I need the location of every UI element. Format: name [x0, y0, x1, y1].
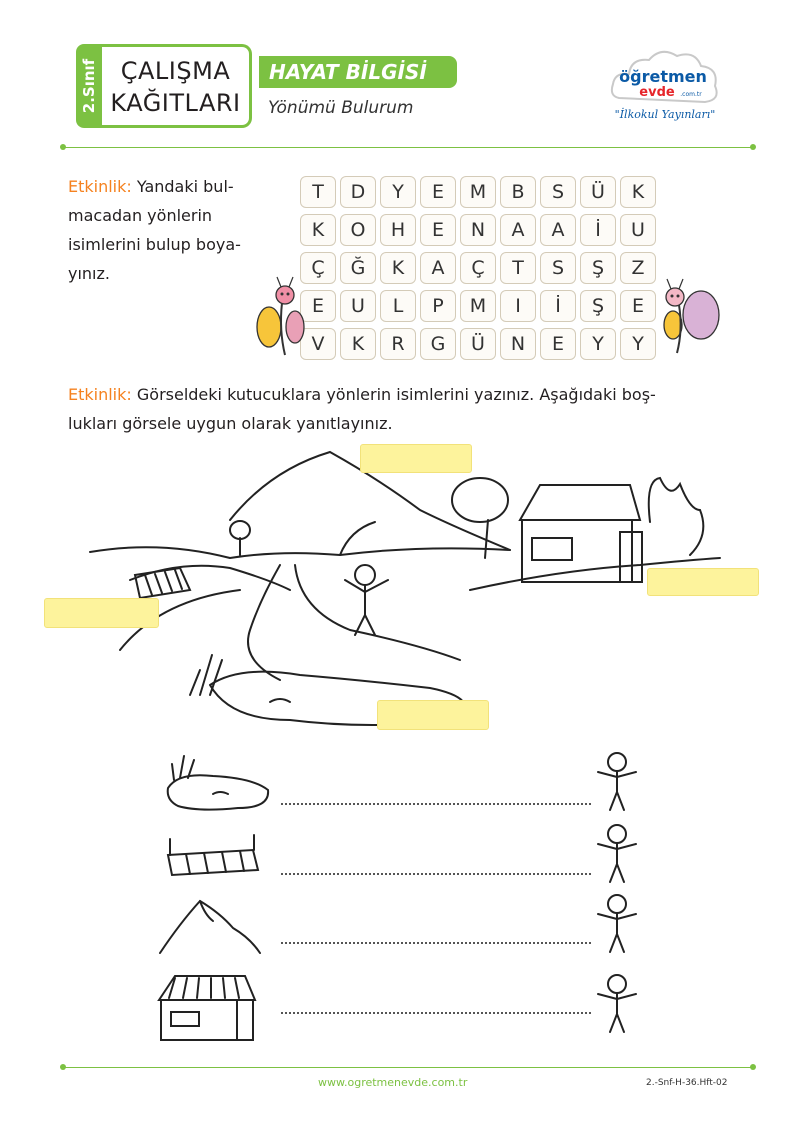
grid-cell[interactable]: V — [300, 328, 336, 360]
grid-cell[interactable]: U — [620, 214, 656, 246]
house-icon — [155, 970, 260, 1045]
logo-name-part2: evde — [639, 85, 675, 100]
grid-cell[interactable]: S — [540, 176, 576, 208]
grid-cell[interactable]: Y — [580, 328, 616, 360]
grid-cell[interactable]: M — [460, 176, 496, 208]
grid-cell[interactable]: İ — [540, 290, 576, 322]
butterfly-right-icon — [655, 275, 725, 360]
butterfly-left-icon — [255, 275, 305, 370]
bridge-icon — [158, 825, 268, 885]
activity1-line: macadan yönlerin — [68, 206, 213, 225]
activity1-text — [68, 172, 268, 288]
grid-cell[interactable]: Ğ — [340, 252, 376, 284]
grade-label: 2.Sınıf — [80, 58, 98, 114]
grid-cell[interactable]: Ş — [580, 290, 616, 322]
grid-cell[interactable]: P — [420, 290, 456, 322]
subject-label: HAYAT BİLGİSİ — [269, 60, 427, 84]
grid-cell[interactable]: E — [420, 176, 456, 208]
grid-cell[interactable]: K — [380, 252, 416, 284]
grid-cell[interactable]: R — [380, 328, 416, 360]
grid-cell[interactable]: H — [380, 214, 416, 246]
topic-label: Yönümü Bulurum — [268, 98, 414, 118]
activity1-label: Etkinlik: — [68, 177, 132, 196]
direction-answer-box-west[interactable] — [44, 598, 159, 628]
divider-dot — [750, 1064, 756, 1070]
grid-cell[interactable]: K — [620, 176, 656, 208]
grid-cell[interactable]: B — [500, 176, 536, 208]
logo-tagline: "İlkokul Yayınları" — [614, 108, 716, 121]
divider-dot — [60, 1064, 66, 1070]
grid-cell[interactable]: U — [340, 290, 376, 322]
grid-cell[interactable]: A — [420, 252, 456, 284]
grid-cell[interactable]: Ç — [460, 252, 496, 284]
grid-cell[interactable]: Z — [620, 252, 656, 284]
title-line-2: KAĞITLARI — [110, 89, 241, 117]
grid-cell[interactable]: A — [540, 214, 576, 246]
grid-cell[interactable]: N — [460, 214, 496, 246]
activity2-line: Görseldeki kutucuklara yönlerin isimlerini yazınız. Aşağıdaki boş- — [136, 385, 656, 404]
grid-cell[interactable]: G — [420, 328, 456, 360]
grid-cell[interactable]: E — [300, 290, 336, 322]
grid-cell[interactable]: I — [500, 290, 536, 322]
direction-answer-box-north[interactable] — [360, 444, 472, 473]
grid-cell[interactable]: K — [300, 214, 336, 246]
activity1-line: Yandaki bul- — [136, 177, 234, 196]
worksheet-title — [102, 44, 252, 128]
header-divider — [62, 147, 754, 148]
grid-cell[interactable]: E — [620, 290, 656, 322]
grid-cell[interactable]: İ — [580, 214, 616, 246]
word-search-grid — [300, 176, 660, 366]
activity2-label: Etkinlik: — [68, 385, 132, 404]
grid-cell[interactable]: Ü — [460, 328, 496, 360]
grid-cell[interactable]: N — [500, 328, 536, 360]
grade-tab — [76, 44, 102, 128]
grid-cell[interactable]: E — [540, 328, 576, 360]
logo-domain: .com.tr — [680, 91, 702, 98]
activity1-line: isimlerini bulup boya- — [68, 235, 241, 254]
grid-cell[interactable]: A — [500, 214, 536, 246]
grid-cell[interactable]: E — [420, 214, 456, 246]
child-figure-icon — [592, 972, 642, 1037]
activity1-line: yınız. — [68, 264, 110, 283]
child-figure-icon — [592, 892, 642, 957]
grid-cell[interactable]: T — [300, 176, 336, 208]
grid-cell[interactable]: L — [380, 290, 416, 322]
grid-cell[interactable]: M — [460, 290, 496, 322]
activity2-text — [68, 380, 748, 438]
grid-cell[interactable]: D — [340, 176, 376, 208]
footer-website-link[interactable]: www.ogretmenevde.com.tr — [318, 1076, 468, 1089]
grid-cell[interactable]: Y — [380, 176, 416, 208]
answer-line-3[interactable] — [281, 942, 591, 944]
grid-cell[interactable]: Ü — [580, 176, 616, 208]
answer-line-1[interactable] — [281, 803, 591, 805]
grid-cell[interactable]: K — [340, 328, 376, 360]
divider-dot — [60, 144, 66, 150]
direction-answer-box-east[interactable] — [647, 568, 759, 596]
subject-banner — [259, 56, 457, 88]
activity2-line: lukları görsele uygun olarak yanıtlayınız. — [68, 414, 393, 433]
logo-name-part1: öğretmen — [619, 67, 707, 86]
footer-document-code: 2.-Snf-H-36.Hft-02 — [646, 1078, 728, 1088]
title-line-1: ÇALIŞMA — [120, 57, 231, 85]
direction-answer-box-south[interactable] — [377, 700, 489, 730]
divider-dot — [750, 144, 756, 150]
grid-cell[interactable]: Ş — [580, 252, 616, 284]
mountain-icon — [155, 893, 265, 963]
child-figure-icon — [592, 750, 642, 815]
grid-cell[interactable]: O — [340, 214, 376, 246]
pond-icon — [158, 750, 273, 820]
grid-cell[interactable]: S — [540, 252, 576, 284]
grid-cell[interactable]: T — [500, 252, 536, 284]
footer-divider — [62, 1067, 754, 1068]
child-figure-icon — [592, 822, 642, 887]
cloud-logo-icon — [605, 40, 725, 130]
answer-line-4[interactable] — [281, 1012, 591, 1014]
grid-cell[interactable]: Y — [620, 328, 656, 360]
grid-cell[interactable]: Ç — [300, 252, 336, 284]
answer-line-2[interactable] — [281, 873, 591, 875]
publisher-logo — [605, 40, 725, 130]
